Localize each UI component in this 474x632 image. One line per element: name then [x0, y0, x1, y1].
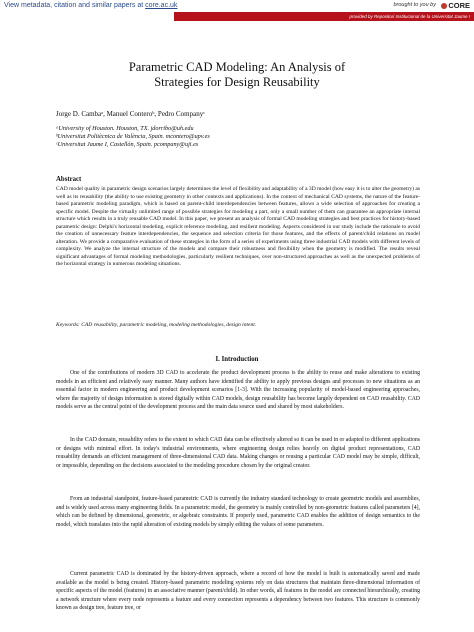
metadata-link[interactable] — [4, 2, 177, 9]
intro-paragraph: In the CAD domain, reusability refers to the extent to which CAD data can be effectively altered so it can be used in or adapted to different applications or designs with minimal effort. In today's industrial environments, where engineering design relies heavily on digital product representations, CAD reusability demands an efficient management of three-dimensional CAD data. Making changes or reusing a particular CAD model may be simple, difficult, or impossible, depending on the decisions associated to the modeling procedure chosen by the original creator. — [56, 437, 420, 469]
abstract-text: CAD model quality in parametric design scenarios largely determines the level of flexibility and adaptability of a 3D model (how easy it is to alter the geometry) as well as its reusability (the ability to use existing geometry in other contexts and applications). In the context of mechanical CAD systems, the nature of the feature-based parametric modeling paradigm, which is based on parent-child interdependencies between features, allows a wide selection of approaches for creating a specific model. Despite the virtually unlimited range of possible strategies for modeling a part, only a small number of them can guarantee an appropriate internal structure which results in a truly reusable CAD model. In this paper, we present an analysis of formal CAD modeling strategies and best practices for history-based parametric design: Delphi's horizontal modeling, explicit reference modeling, and resilient modeling. Aspects considered in our study include the rationale to avoid the creation of unnecessary feature interdependencies, the sequence and selection criteria for those features, and the effects of parent/child relations on model alteration. We provide a comparative evaluation of these strategies in the form of a series of experiments using three industrial CAD models with different levels of complexity. We analyze the internal structure of the models and compare their robustness and flexibility when the geometry is modified. The results reveal significant advantages of formal modeling methodologies, particularly resilient techniques, over non-structured approaches as well as the unexpected problems of the horizontal strategy in numerous modeling situations. — [56, 186, 420, 268]
intro-paragraph: One of the contributions of modern 3D CAD to accelerate the product development process is the ability to reuse and make alterations to existing models in an efficient and relatively easy manner. Many authors have identified the ability to apply previous designs and processes to new situations as an essential factor in modern engineering and product development scenarios [1-3]. With the increasing popularity of model-based engineering approaches, where the majority of design information is stored digitally within CAD models, design reusability has become largely dependent on CAD reusability. CAD models serve as the central point of the development process and the main data source used and shared by most stakeholders. — [56, 370, 420, 411]
paper-title-line1: Parametric CAD Modeling: An Analysis of — [128, 60, 346, 74]
intro-paragraph: From an industrial standpoint, feature-based parametric CAD is currently the industry standard technology to create geometric models and assemblies, and is widely used across many engineering fields. In a parametric model, the geometry is mainly controlled by non-geometric features called parameters [4], which can be defined by dimensional, geometric, or algebraic constraints. If properly used, parametric CAD enables the addition of design semantics to the model, which translates into the rapid alteration of existing models by simply editing the values of some parameters. — [56, 496, 420, 528]
paper-title-line2: Strategies for Design Reusability — [154, 75, 320, 89]
abstract-heading: Abstract — [56, 176, 82, 183]
affiliation-uji: ᶜUniversitat Jaume I, Castellón, Spain. pcompany@uji.es — [56, 141, 199, 148]
affiliation-upv: ᵇUniversitat Politècnica de València, Spain. mcontero@upv.es — [56, 133, 210, 140]
section-heading-introduction: I. Introduction — [215, 356, 259, 363]
core-logo[interactable] — [441, 1, 470, 10]
author-list: Jorge D. Cambaᵃ, Manuel Conteroᵇ, Pedro Companyᶜ — [56, 110, 206, 118]
core-header-bar — [0, 0, 474, 22]
intro-paragraph: Current parametric CAD is dominated by the history-driven approach, where a record of how the model is built is automatically saved and made available as the model is being created. History-based parametric modeling systems rely on data structures that maintain three-dimensional information of specific aspects of the model (features) in an associative manner (parent/child). In other words, all features in the model are connected hierarchically, creating a network structure where every node represents a feature and every connection represents a dependency between two features. This structure is commonly known as design tree, feature tree, or — [56, 571, 420, 612]
metadata-link-text: View metadata, citation and similar papers at — [4, 2, 144, 9]
keywords: Keywords: CAD reusability, parametric modeling, modeling methodologies, design intent. — [56, 322, 257, 328]
affiliation-houston: ᵃUniversity of Houston. Houston, TX. jdorribo@uh.edu — [56, 125, 194, 132]
provided-by-banner[interactable]: provided by Repositori Institucional de la Universitat Jaume I — [174, 12, 474, 21]
core-logo-icon — [441, 3, 447, 9]
core-ac-uk-link[interactable]: core.ac.uk — [145, 2, 178, 9]
core-logo-text: CORE — [448, 1, 470, 10]
brought-by-text: brought to you by — [393, 2, 436, 8]
